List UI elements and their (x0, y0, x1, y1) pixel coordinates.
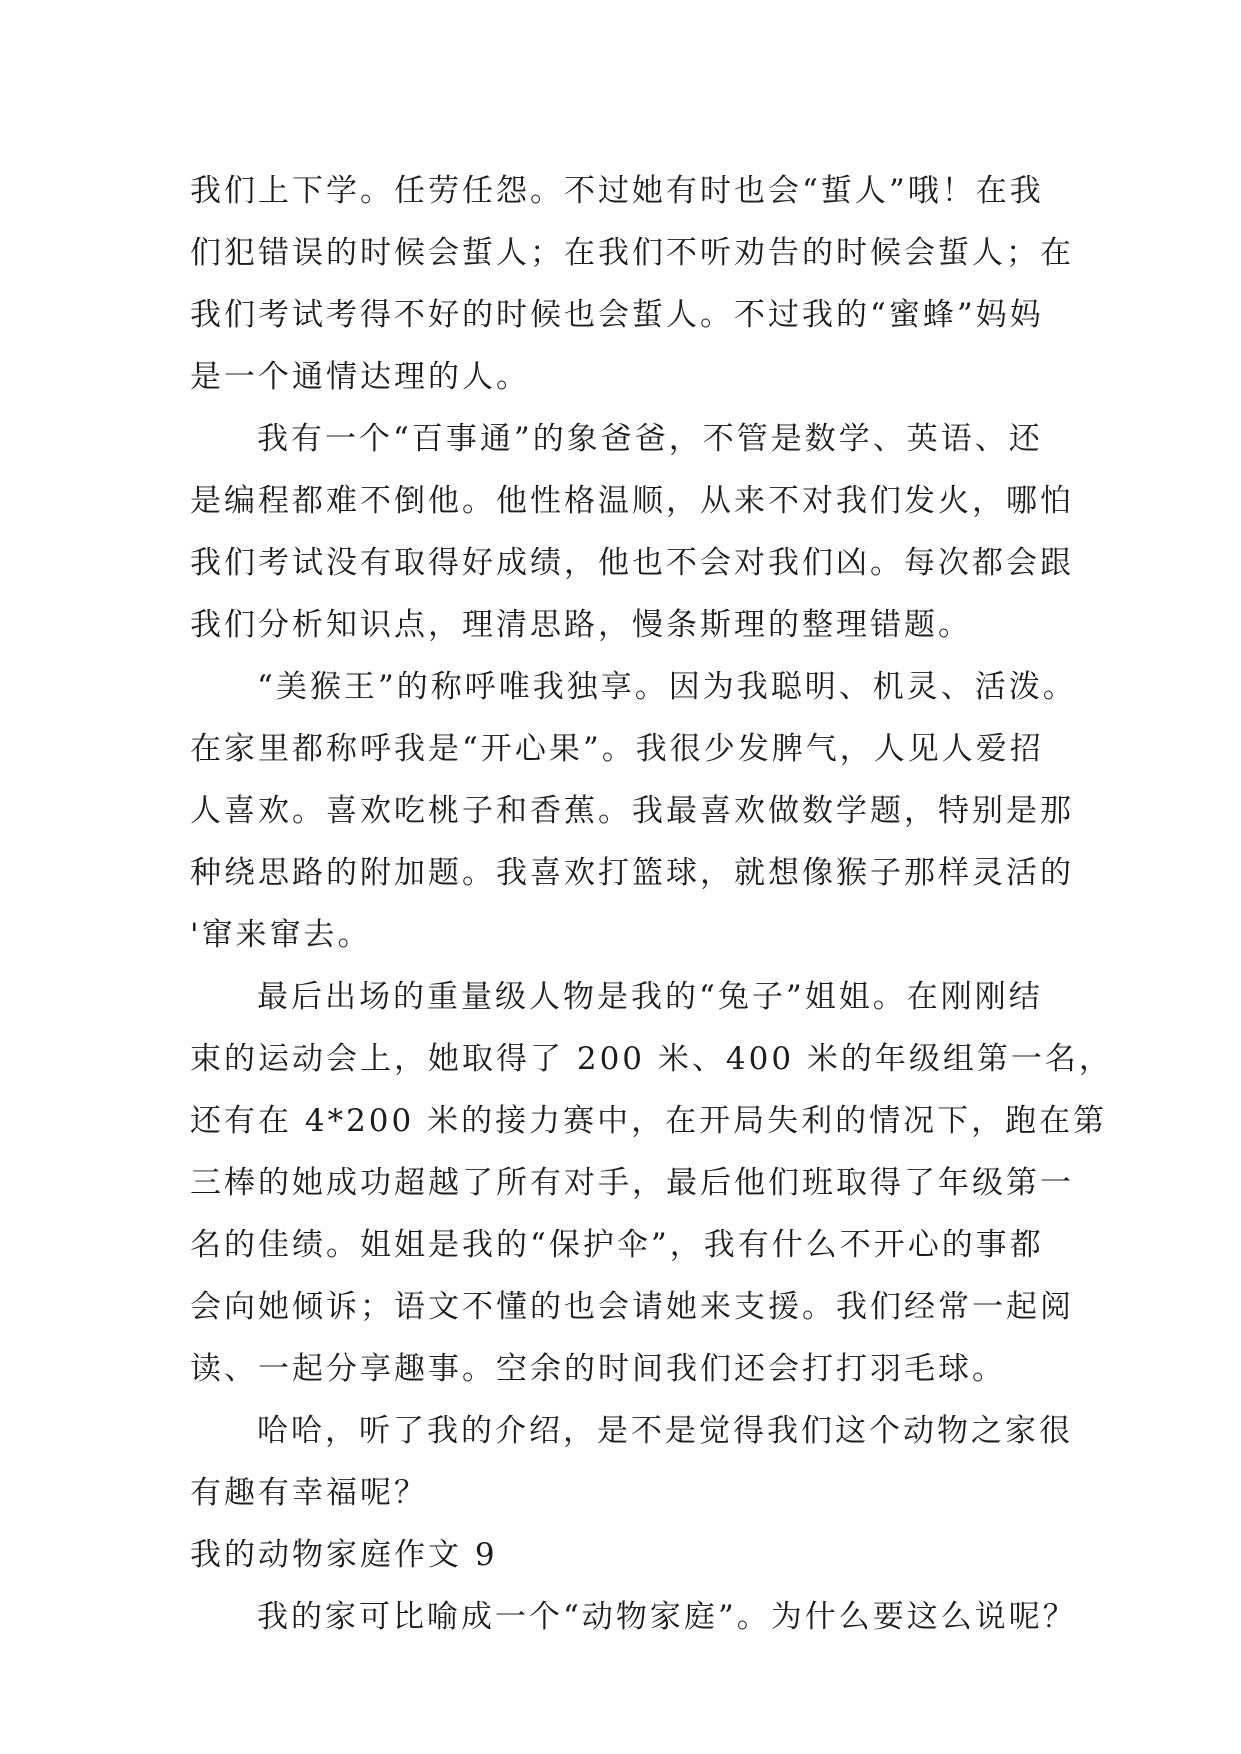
paragraph-line: '窜来窜去。 (190, 917, 372, 953)
paragraph-line: 我们考试考得不好的时候也会蜇人。不过我的“蜜蜂”妈妈 (190, 297, 1044, 333)
paragraph-line: 三棒的她成功超越了所有对手，最后他们班取得了年级第一 (190, 1165, 1074, 1201)
essay-body (190, 160, 1113, 1648)
paragraph-line: 我们分析知识点，理清思路，慢条斯理的整理错题。 (190, 607, 972, 643)
paragraph-line: 种绕思路的附加题。我喜欢打篮球，就想像猴子那样灵活的 (190, 855, 1074, 891)
paragraph-line: 我们考试没有取得好成绩，他也不会对我们凶。每次都会跟 (190, 545, 1074, 581)
paragraph-line: 读、一起分享趣事。空余的时间我们还会打打羽毛球。 (190, 1351, 1006, 1387)
paragraph-line: 会向她倾诉；语文不懂的也会请她来支援。我们经常一起阅 (190, 1289, 1074, 1325)
paragraph-line: 我们上下学。任劳任怨。不过她有时也会“蜇人”哦！在我 (190, 173, 1044, 209)
paragraph-line: 们犯错误的时候会蜇人；在我们不听劝告的时候会蜇人；在 (190, 235, 1074, 271)
paragraph-line: 还有在 4*200 米的接力赛中，在开局失利的情况下，跑在第 (190, 1103, 1108, 1139)
paragraph-line: 人喜欢。喜欢吃桃子和香蕉。我最喜欢做数学题，特别是那 (190, 793, 1074, 829)
paragraph-line: 束的运动会上，她取得了 200 米、400 米的年级组第一名， (190, 1041, 1113, 1077)
paragraph-line: 是一个通情达理的人。 (190, 359, 530, 395)
paragraph-line: 我的家可比喻成一个“动物家庭”。为什么要这么说呢？ (257, 1599, 1077, 1635)
paragraph-line: 在家里都称呼我是“开心果”。我很少发脾气，人见人爱招 (190, 731, 1044, 767)
paragraph-line: 是编程都难不倒他。他性格温顺，从来不对我们发火，哪怕 (190, 483, 1074, 519)
paragraph-line: 有趣有幸福呢？ (190, 1475, 428, 1511)
paragraph-line: 哈哈，听了我的介绍，是不是觉得我们这个动物之家很 (257, 1413, 1073, 1449)
section-heading: 我的动物家庭作文 9 (190, 1537, 498, 1573)
paragraph-line: 名的佳绩。姐姐是我的“保护伞”，我有什么不开心的事都 (190, 1227, 1044, 1263)
paragraph-line: “美猴王”的称呼唯我独享。因为我聪明、机灵、活泼。 (257, 669, 1077, 705)
paragraph-line: 最后出场的重量级人物是我的“兔子”姐姐。在刚刚结 (257, 979, 1043, 1015)
paragraph-line: 我有一个“百事通”的象爸爸，不管是数学、英语、还 (257, 421, 1043, 457)
